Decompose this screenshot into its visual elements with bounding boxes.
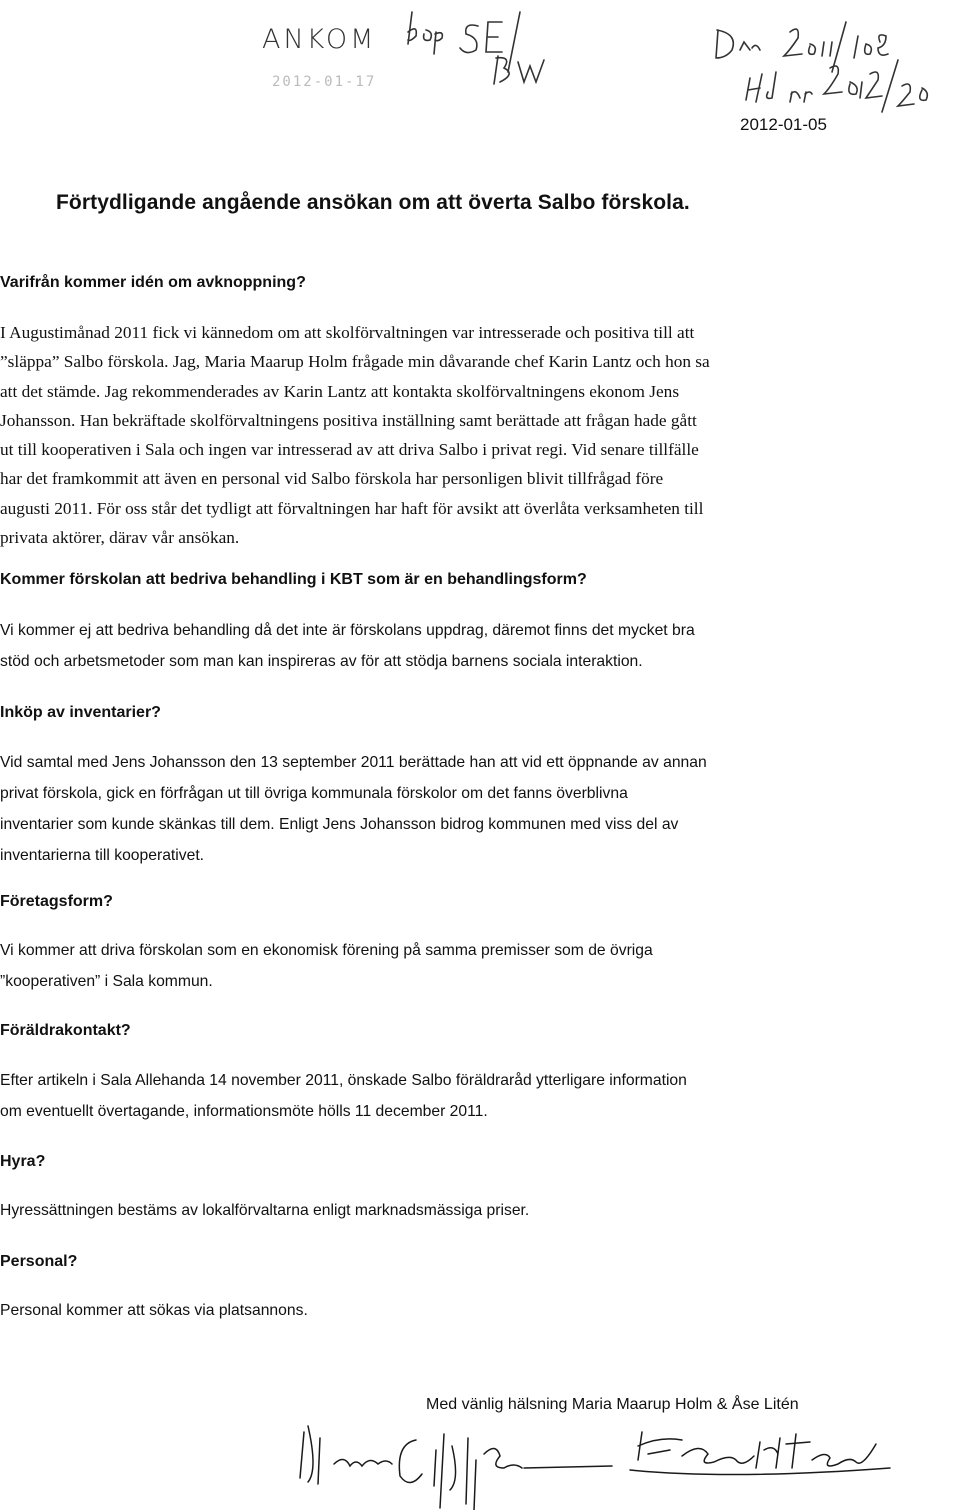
section-body-rent <box>0 1195 529 1226</box>
section-heading-kbt: Kommer förskolan att bedriva behandling i KBT som är en behandlingsform? <box>0 571 587 588</box>
body-line: augusti 2011. För oss står det tydligt att förvaltningen har haft för avsikt att överlåta verksamheten till <box>0 498 704 518</box>
body-line: ”kooperativen” i Sala kommun. <box>0 973 213 990</box>
body-line: Vi kommer att driva förskolan som en ekonomisk förening på samma premisser som de övriga <box>0 942 653 959</box>
handwritten-annotations <box>400 2 960 122</box>
body-line: inventarierna till kooperativet. <box>0 847 205 864</box>
body-line: Vi kommer ej att bedriva behandling då det inte är förskolans uppdrag, däremot finns det mycket bra <box>0 622 695 639</box>
body-line: Vid samtal med Jens Johansson den 13 september 2011 berättade han att vid ett öppnande av annan <box>0 754 707 771</box>
section-heading-inventory: Inköp av inventarier? <box>0 704 161 721</box>
section-body-kbt <box>0 615 695 677</box>
section-body-inventory <box>0 747 707 871</box>
document-date: 2012-01-05 <box>740 115 827 134</box>
section-heading-origin: Varifrån kommer idén om avknoppning? <box>0 274 306 291</box>
section-body-company-form <box>0 935 653 997</box>
body-line: Efter artikeln i Sala Allehanda 14 november 2011, önskade Salbo föräldraråd ytterligare information <box>0 1072 687 1089</box>
body-line: har det framkommit att även en personal vid Salbo förskola har personligen blivit tillfrågad före <box>0 469 664 489</box>
body-line: Hyressättningen bestäms av lokalförvaltarna enligt marknadsmässiga priser. <box>0 1202 530 1219</box>
body-line: om eventuellt övertagande, informationsmöte hölls 11 december 2011. <box>0 1103 488 1120</box>
received-stamp-date: 2012-01-17 <box>272 74 377 90</box>
section-heading-staff: Personal? <box>0 1253 78 1270</box>
handwritten-signatures <box>290 1420 910 1510</box>
body-line: ”släppa” Salbo förskola. Jag, Maria Maarup Holm frågade min dåvarande chef Karin Lantz och hon sa <box>0 352 710 372</box>
section-body-parent-contact <box>0 1065 687 1127</box>
section-heading-company-form: Företagsform? <box>0 893 113 910</box>
body-line: stöd och arbetsmetoder som man kan inspireras av för att stödja barnens sociala interaktion. <box>0 653 643 670</box>
body-line: I Augustimånad 2011 fick vi kännedom om att skolförvaltningen var intresserade och positiva till att <box>0 323 695 342</box>
section-body-origin <box>0 318 710 552</box>
body-line: privat förskola, gick en förfrågan ut till övriga kommunala förskolor om det fanns överblivna <box>0 785 628 802</box>
body-line: Johansson. Han bekräftade skolförvaltningens positiva inställning samt berättade att frågan hade gått <box>0 410 697 430</box>
body-line: ut till kooperativen i Sala och ingen var intresserad av att driva Salbo i privat regi. Vid senare tillfälle <box>0 440 699 460</box>
document-title: Förtydligande angående ansökan om att överta Salbo förskola. <box>56 191 690 214</box>
section-heading-parent-contact: Föräldrakontakt? <box>0 1022 131 1039</box>
section-body-staff <box>0 1295 308 1326</box>
closing-greeting: Med vänlig hälsning Maria Maarup Holm & Åse Litén <box>426 1396 799 1413</box>
body-line: Personal kommer att sökas via platsannons. <box>0 1302 308 1319</box>
received-stamp: ANKOM <box>262 24 377 55</box>
body-line: att det stämde. Jag rekommenderades av Karin Lantz att kontakta skolförvaltningens ekonom Jens <box>0 381 680 401</box>
body-line: inventarier som kunde skänkas till dem. Enligt Jens Johansson bidrog kommunen med viss del av <box>0 816 679 833</box>
section-heading-rent: Hyra? <box>0 1153 46 1170</box>
body-line: privata aktörer, därav vår ansökan. <box>0 528 240 548</box>
